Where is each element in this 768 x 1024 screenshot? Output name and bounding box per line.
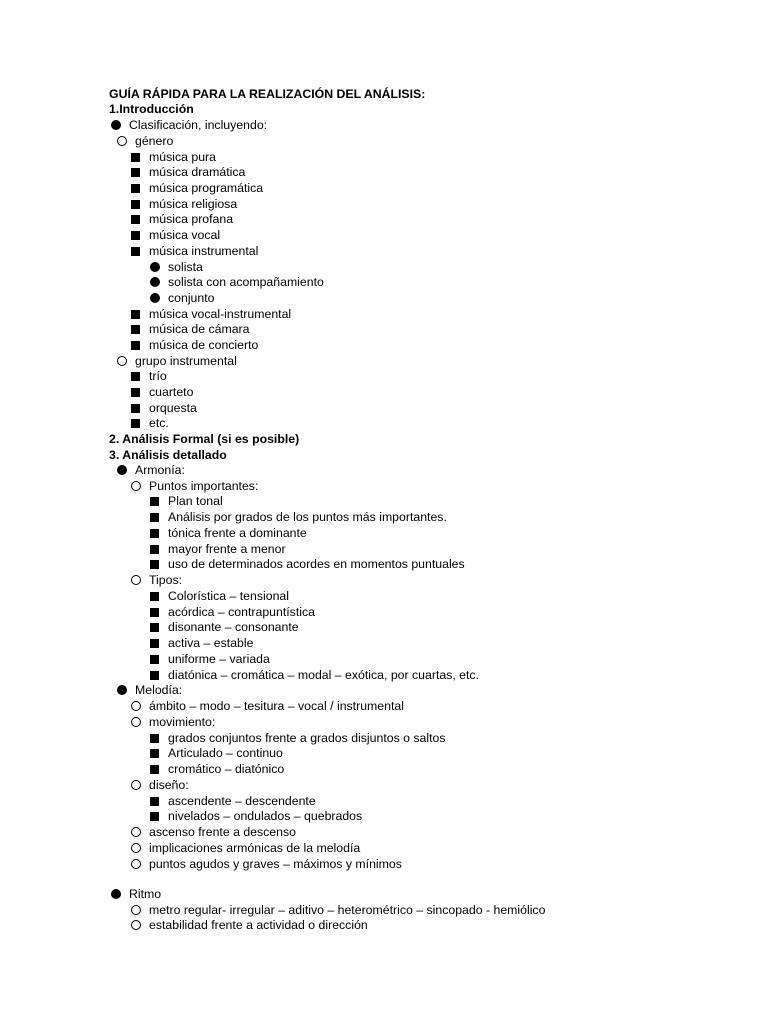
list-item [0,274,768,290]
list-item-text: acórdica – contrapuntística [168,605,315,619]
list-item [0,321,768,337]
square-bullet-icon [150,529,159,538]
circle-bullet-icon [131,827,141,837]
square-bullet-icon [150,623,159,632]
list-item-text: Puntos importantes: [149,479,259,493]
list-item [0,133,768,149]
circle-bullet-icon [131,701,141,711]
circle-bullet-icon [131,859,141,869]
list-item [0,604,768,620]
list-item [0,886,768,902]
list-item-text: diatónica – cromática – modal – exótica, por cuartas, etc. [168,668,479,682]
list-item-text: orquesta [149,401,197,415]
list-item-text: Análisis por grados de los puntos más importantes. [168,510,447,524]
list-item-text: uso de determinados acordes en momentos puntuales [168,557,465,571]
square-bullet-icon [150,671,159,680]
list-item [0,227,768,243]
list-item [0,415,768,431]
section-heading [0,86,768,102]
list-item-text: puntos agudos y graves – máximos y mínimos [149,857,402,871]
list-item-text: grupo instrumental [135,354,237,368]
list-item-text: etc. [149,416,169,430]
square-bullet-icon [131,325,140,334]
list-item-text: 2. Análisis Formal (si es posible) [109,432,300,446]
square-bullet-icon [150,812,159,821]
disc-bullet-icon [111,120,121,130]
square-bullet-icon [150,592,159,601]
list-item [0,337,768,353]
list-item-text: solista [168,260,203,274]
list-item-text: trío [149,369,167,383]
list-item [0,793,768,809]
square-bullet-icon [131,184,140,193]
list-item-text: estabilidad frente a actividad o dirección [149,918,368,932]
list-item [0,761,768,777]
square-bullet-icon [150,749,159,758]
section-heading [0,447,768,463]
list-item-text: Ritmo [129,887,162,901]
list-item [0,714,768,730]
list-item [0,117,768,133]
square-bullet-icon [131,310,140,319]
list-item-text: música vocal-instrumental [149,307,292,321]
list-item-text: diseño: [149,778,189,792]
list-item [0,588,768,604]
list-item [0,149,768,165]
list-item-text: Armonía: [135,463,185,477]
list-item-text: GUÍA RÁPIDA PARA LA REALIZACIÓN DEL ANÁLISIS: [109,87,426,101]
list-item [0,180,768,196]
list-item-text: uniforme – variada [168,652,270,666]
square-bullet-icon [131,231,140,240]
list-item-text: implicaciones armónicas de la melodía [149,841,361,855]
square-bullet-icon [131,200,140,209]
list-item-text: Colorística – tensional [168,589,289,603]
list-item-text: ámbito – modo – tesitura – vocal / instrumental [149,699,404,713]
circle-bullet-icon [131,575,141,585]
disc-bullet-icon [111,889,121,899]
list-item-text: música profana [149,212,234,226]
list-item [0,745,768,761]
square-bullet-icon [131,153,140,162]
square-bullet-icon [131,404,140,413]
list-item [0,682,768,698]
list-item [0,541,768,557]
list-item-text: cuarteto [149,385,194,399]
list-item-text: Articulado – continuo [168,746,283,760]
list-item [0,478,768,494]
list-item-text: 1.Introducción [109,102,194,116]
square-bullet-icon [150,765,159,774]
list-item-text: música pura [149,150,216,164]
square-bullet-icon [150,734,159,743]
list-item [0,384,768,400]
list-item-text: mayor frente a menor [168,542,286,556]
list-item [0,493,768,509]
list-item [0,525,768,541]
square-bullet-icon [150,513,159,522]
list-item-text: música de concierto [149,338,259,352]
list-item [0,667,768,683]
list-item-text: música instrumental [149,244,259,258]
disc-bullet-icon [150,293,160,303]
list-item [0,856,768,872]
list-item-text: conjunto [168,291,215,305]
circle-bullet-icon [131,780,141,790]
list-item-text: 3. Análisis detallado [109,448,227,462]
square-bullet-icon [131,341,140,350]
list-item-text: disonante – consonante [168,620,299,634]
square-bullet-icon [131,419,140,428]
list-item [0,290,768,306]
circle-bullet-icon [117,136,127,146]
list-item [0,902,768,918]
section-heading [0,431,768,447]
list-item [0,509,768,525]
list-item [0,635,768,651]
list-item [0,698,768,714]
list-item-text: tónica frente a dominante [168,526,307,540]
list-item-text: cromático – diatónico [168,762,285,776]
section-heading [0,101,768,117]
square-bullet-icon [150,639,159,648]
list-item [0,164,768,180]
list-item [0,777,768,793]
list-item [0,730,768,746]
list-item [0,462,768,478]
list-item [0,619,768,635]
list-item-text: Plan tonal [168,494,223,508]
list-item [0,556,768,572]
list-item-text: música vocal [149,228,221,242]
circle-bullet-icon [131,717,141,727]
list-item-text: solista con acompañamiento [168,275,324,289]
list-item [0,196,768,212]
square-bullet-icon [150,545,159,554]
list-item-text: ascenso frente a descenso [149,825,296,839]
disc-bullet-icon [150,277,160,287]
circle-bullet-icon [131,920,141,930]
list-item-text: grados conjuntos frente a grados disjuntos o saltos [168,731,446,745]
list-item [0,651,768,667]
list-item-text: música dramática [149,165,246,179]
list-item-text: Clasificación, incluyendo: [129,118,268,132]
list-item-text: ascendente – descendente [168,794,316,808]
square-bullet-icon [150,497,159,506]
square-bullet-icon [150,797,159,806]
list-item [0,353,768,369]
list-item-text: música religiosa [149,197,238,211]
list-item-text: nivelados – ondulados – quebrados [168,809,363,823]
square-bullet-icon [131,372,140,381]
circle-bullet-icon [131,843,141,853]
square-bullet-icon [150,655,159,664]
square-bullet-icon [150,560,159,569]
square-bullet-icon [150,608,159,617]
list-item [0,572,768,588]
square-bullet-icon [131,168,140,177]
list-item [0,259,768,275]
list-item [0,368,768,384]
list-item [0,824,768,840]
list-item [0,400,768,416]
list-item-text: Tipos: [149,573,183,587]
square-bullet-icon [131,247,140,256]
list-item [0,840,768,856]
list-item [0,917,768,933]
disc-bullet-icon [117,685,127,695]
circle-bullet-icon [117,356,127,366]
circle-bullet-icon [131,905,141,915]
list-item [0,243,768,259]
list-item-text: metro regular- irregular – aditivo – heterométrico – sincopado - hemiólico [149,903,546,917]
disc-bullet-icon [150,262,160,272]
list-item-text: activa – estable [168,636,254,650]
list-item-text: música de cámara [149,322,250,336]
list-item-text: música programática [149,181,264,195]
disc-bullet-icon [117,465,127,475]
list-item [0,306,768,322]
list-item-text: movimiento: [149,715,216,729]
square-bullet-icon [131,215,140,224]
list-item [0,211,768,227]
circle-bullet-icon [131,481,141,491]
list-item [0,808,768,824]
list-item-text: género [135,134,174,148]
square-bullet-icon [131,388,140,397]
list-item-text: Melodía: [135,683,183,697]
